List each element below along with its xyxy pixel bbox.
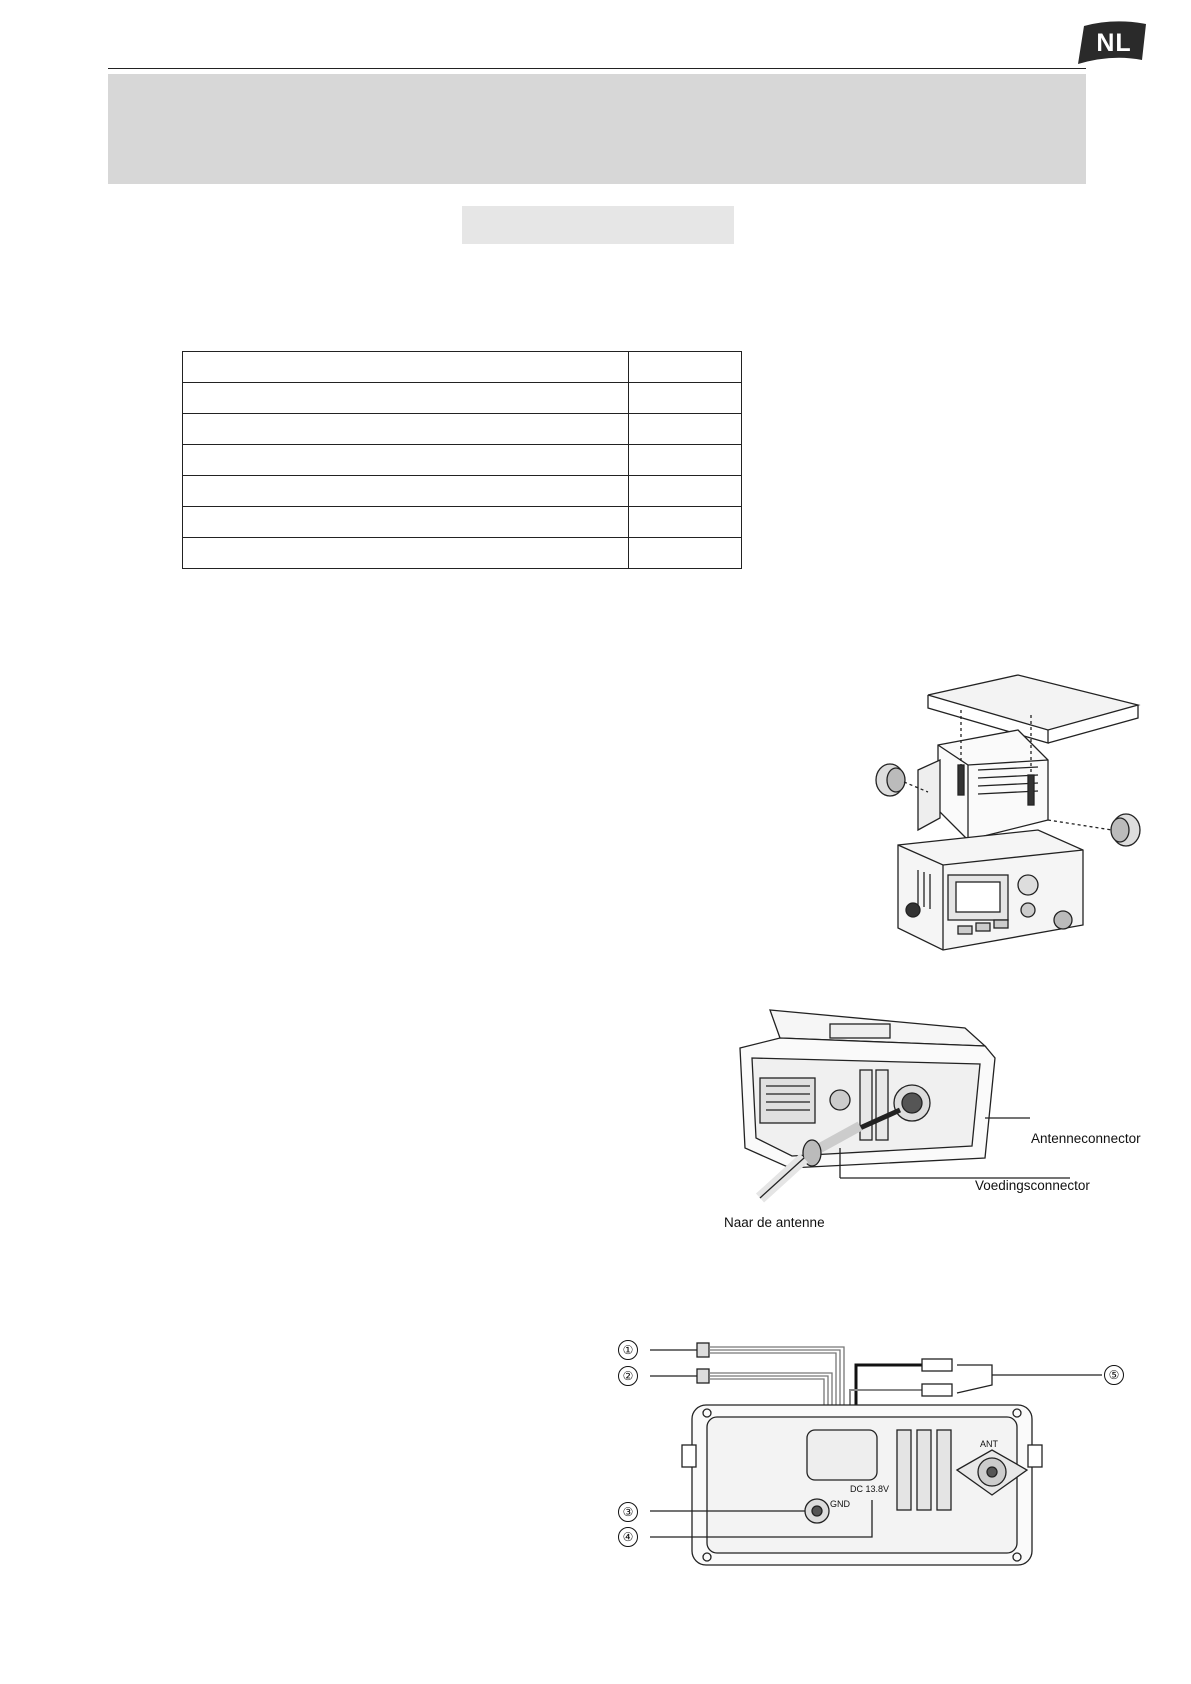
table-row [183, 445, 742, 476]
table-cell [183, 445, 629, 476]
ant-label: ANT [980, 1439, 998, 1449]
table-cell [629, 507, 742, 538]
rear-connectors-illustration [700, 998, 1180, 1232]
callout-3: ③ [618, 1502, 638, 1522]
section-title-band [108, 74, 1086, 184]
header-rule [108, 68, 1086, 69]
bracket-mounting-illustration [868, 670, 1148, 960]
callout-4: ④ [618, 1527, 638, 1547]
rear-panel-cables-illustration [612, 1325, 1132, 1580]
callout-2: ② [618, 1366, 638, 1386]
table-cell [629, 476, 742, 507]
to-antenna-label: Naar de antenne [724, 1215, 825, 1230]
language-badge-label: NL [1096, 28, 1132, 57]
table-row [183, 476, 742, 507]
table-cell [629, 445, 742, 476]
table-row [183, 383, 742, 414]
dc-label: DC 13.8V [850, 1484, 890, 1494]
table-row [183, 507, 742, 538]
antenna-connector-label: Antenneconnector [1031, 1131, 1141, 1146]
table-row [183, 538, 742, 569]
gnd-label: GND [830, 1499, 850, 1509]
section-subtitle-band [462, 206, 734, 244]
rear-connectors-figure [700, 998, 1180, 1232]
callout-5: ⑤ [1104, 1365, 1124, 1385]
table-cell [183, 352, 629, 383]
table-row [183, 414, 742, 445]
table-cell [183, 538, 629, 569]
bracket-mounting-figure [868, 670, 1148, 960]
callout-1: ① [618, 1340, 638, 1360]
table-cell [629, 352, 742, 383]
spec-table [182, 351, 742, 569]
power-connector-label: Voedingsconnector [975, 1178, 1090, 1193]
table-cell [629, 383, 742, 414]
table-cell [183, 383, 629, 414]
table-cell [629, 414, 742, 445]
table-cell [629, 538, 742, 569]
rear-panel-cables-figure [612, 1325, 1132, 1580]
table-cell [183, 476, 629, 507]
table-row [183, 352, 742, 383]
table-cell [183, 414, 629, 445]
table-cell [183, 507, 629, 538]
